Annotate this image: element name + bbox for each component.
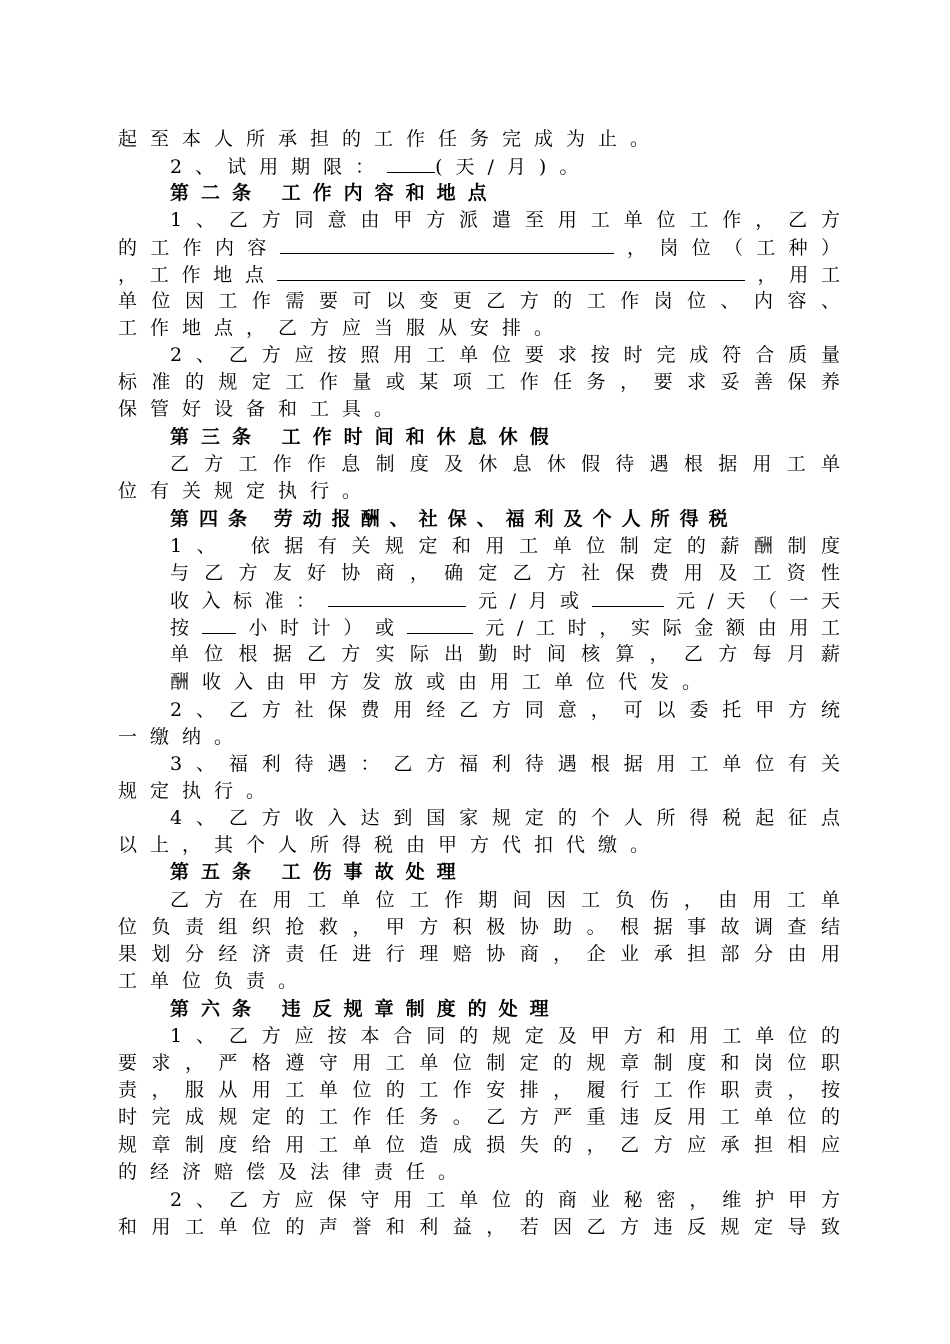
text-line: 要求，严格遵守用工单位制定的规章制度和岗位职 [118,1052,840,1074]
text-line: 果划分经济责任进行理赔协商，企业承担部分由用 [118,943,840,965]
text-line: 位负责组织抢救，甲方积极协助。根据事故调查结 [118,916,840,938]
text-line: 与乙方友好协商，确定乙方社保费用及工资性 [170,562,840,584]
text-line: 以上，其个人所得税由甲方代扣代缴。 [118,834,663,856]
section-heading: 第三条 工作时间和休息休假 [170,426,561,448]
blank-underline [280,233,614,254]
text-line: 一缴纳。 [118,726,247,748]
text-line: 1、乙方同意由甲方派遣至用工单位工作，乙方 [170,209,840,231]
probation-line: 2、试用期限： (天/月)。 [170,152,840,180]
text-line: 酬收入由甲方发放或由用工单位代发。 [170,671,715,693]
blank-underline [407,613,473,634]
salary-standard-line: 收入标准： 元/月或 元/天（一天 [170,586,840,614]
text-line: 起至本人所承担的工作任务完成为止。 [118,128,663,150]
text-line: 位有关规定执行。 [118,480,375,502]
salary-hourly-line: 按 小时计）或 元/工时，实际金额由用工 [170,613,840,641]
text-line: 1、乙方应按本合同的规定及甲方和用工单位的 [170,1025,840,1047]
section-heading: 第二条 工作内容和地点 [170,182,499,204]
text-line: 保管好设备和工具。 [118,398,407,420]
blank-underline [277,260,745,281]
text-line: 规章制度给用工单位造成损失的，乙方应承担相应 [118,1134,840,1156]
blank-underline [592,586,664,607]
text-line: 4、乙方收入达到国家规定的个人所得税起征点 [170,807,840,829]
text-line: 规定执行。 [118,780,279,802]
text-line: 单位根据乙方实际出勤时间核算，乙方每月薪 [170,643,840,665]
text-line: 2、乙方应按照用工单位要求按时完成符合质量 [170,344,840,366]
blank-underline [202,613,236,634]
text-line: 工单位负责。 [118,970,311,992]
text-line: 责，服从用工单位的工作安排，履行工作职责，按 [118,1079,840,1101]
job-content-line: 的工作内容 ，岗位（工种） [118,233,840,261]
section-heading: 第六条 违反规章制度的处理 [170,998,561,1020]
section-heading: 第四条 劳动报酬、社保、福利及个人所得税 [170,508,738,530]
text-line: 2、乙方社保费用经乙方同意，可以委托甲方统 [170,699,840,721]
text-line: 工作地点，乙方应当服从安排。 [118,317,567,339]
text-line: 和用工单位的声誉和利益，若因乙方违反规定导致 [118,1216,840,1238]
text-line: 标准的规定工作量或某项工作任务，要求妥善保养 [118,371,840,393]
blank-underline [387,152,435,173]
work-location-line: ，工作地点 ，用工 [118,260,840,288]
text-line: 乙方在用工单位工作期间因工负伤，由用工单 [170,889,840,911]
blank-underline [328,586,466,607]
text-line: 时完成规定的工作任务。乙方严重违反用工单位的 [118,1106,840,1128]
text-line: 单位因工作需要可以变更乙方的工作岗位、内容、 [118,290,840,312]
text-line: 3、福利待遇：乙方福利待遇根据用工单位有关 [170,753,840,775]
text-line: 2、乙方应保守用工单位的商业秘密，维护甲方 [170,1189,840,1211]
text-line: 的经济赔偿及法律责任。 [118,1161,471,1183]
text-line: 乙方工作作息制度及休息休假待遇根据用工单 [170,453,840,475]
text-line: 1、 依据有关规定和用工单位制定的薪酬制度 [170,535,840,557]
section-heading: 第五条 工伤事故处理 [170,861,468,883]
